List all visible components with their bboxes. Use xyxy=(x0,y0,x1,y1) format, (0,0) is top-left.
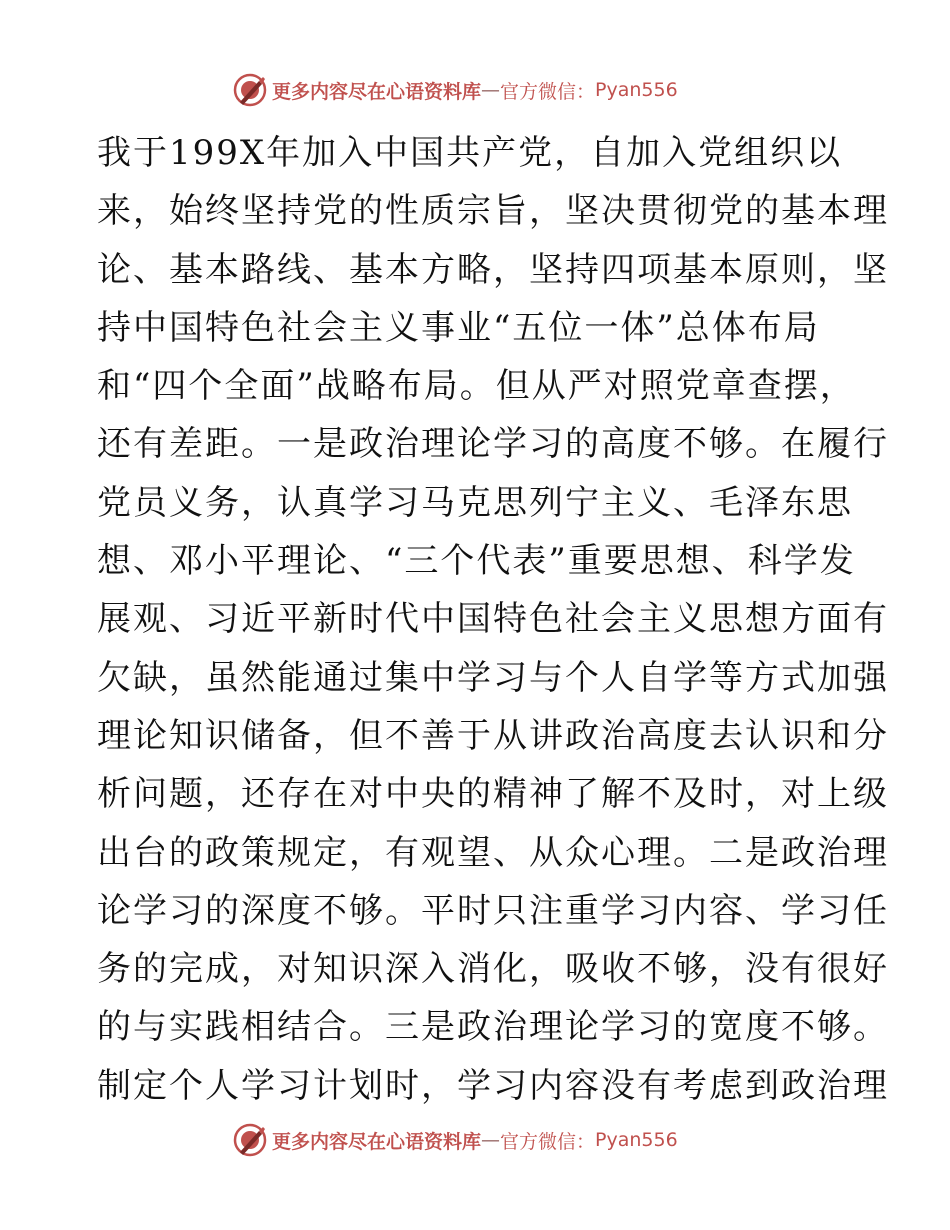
body-line: 想、邓小平理论、“三个代表”重要思想、科学发 xyxy=(97,541,856,582)
pen-logo-icon xyxy=(232,1122,268,1158)
pen-logo-icon xyxy=(232,72,268,108)
body-line: 析问题，还存在对中央的精神了解不及时，对上级 xyxy=(97,774,889,815)
body-line: 党员义务，认真学习马克思列宁主义、毛泽东思 xyxy=(97,482,853,523)
banner-wechat-id: Pyan556 xyxy=(595,1129,678,1151)
body-line: 和“四个全面”战略布局。但从严对照党章查摆， xyxy=(97,366,856,407)
body-line: 的与实践相结合。三是政治理论学习的宽度不够。 xyxy=(97,1007,889,1048)
banner-wechat-label: 官方微信： xyxy=(500,80,596,103)
body-line: 持中国特色社会主义事业“五位一体”总体布局 xyxy=(97,307,820,348)
banner-wechat-label: 官方微信： xyxy=(500,1130,596,1153)
body-line: 制定个人学习计划时，学习内容没有考虑到政治理 xyxy=(97,1065,889,1106)
banner-separator: — xyxy=(481,79,501,101)
banner-separator: — xyxy=(481,1129,501,1151)
body-line: 论、基本路线、基本方略，坚持四项基本原则，坚 xyxy=(97,249,889,290)
body-line: 展观、习近平新时代中国特色社会主义思想方面有 xyxy=(97,599,889,640)
body-line: 务的完成，对知识深入消化，吸收不够，没有很好 xyxy=(97,949,889,990)
banner-wechat-id: Pyan556 xyxy=(595,79,678,101)
document-body xyxy=(97,124,889,1115)
body-line: 来，始终坚持党的性质宗旨，坚决贯彻党的基本理 xyxy=(97,191,889,232)
body-line: 欠缺，虽然能通过集中学习与个人自学等方式加强 xyxy=(97,657,889,698)
body-line: 还有差距。一是政治理论学习的高度不够。在履行 xyxy=(97,424,889,465)
banner-brand-text: 更多内容尽在心语资料库 xyxy=(272,80,482,103)
body-line: 出台的政策规定，有观望、从众心理。二是政治理 xyxy=(97,832,889,873)
footer-watermark-banner xyxy=(232,1120,732,1160)
body-line: 论学习的深度不够。平时只注重学习内容、学习任 xyxy=(97,890,889,931)
banner-brand-text: 更多内容尽在心语资料库 xyxy=(272,1130,482,1153)
header-watermark-banner xyxy=(232,70,732,110)
body-line: 我于199X年加入中国共产党，自加入党组织以 xyxy=(97,133,843,173)
body-line: 理论知识储备，但不善于从讲政治高度去认识和分 xyxy=(97,715,889,756)
